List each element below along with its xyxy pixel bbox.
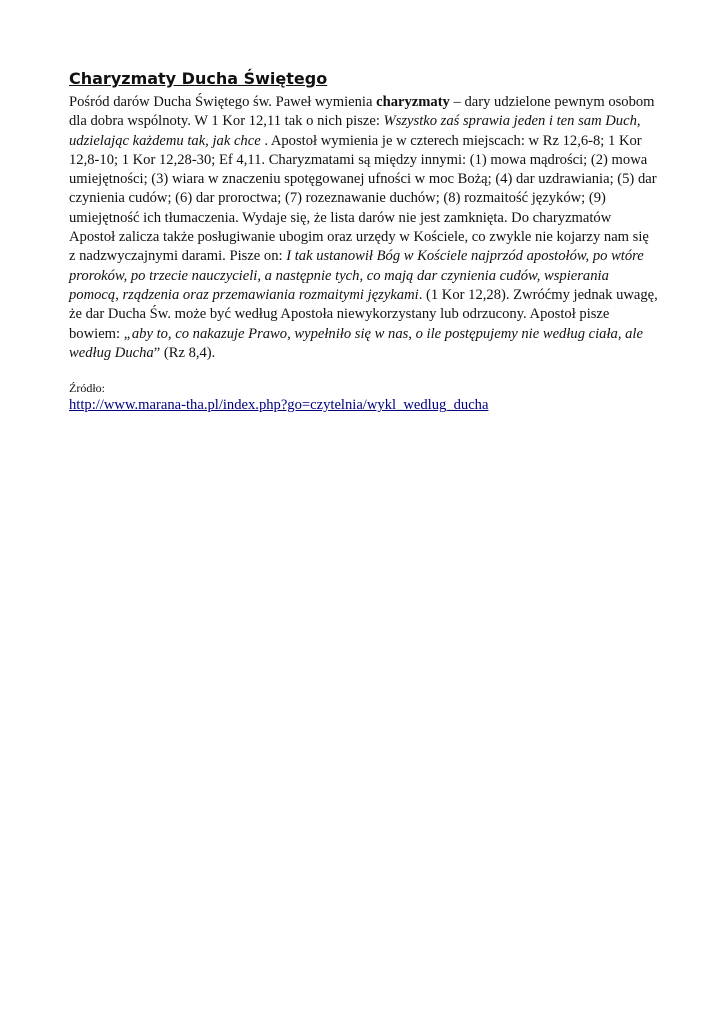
document-page (69, 68, 659, 415)
text-run: ” (Rz 8,4). (153, 344, 216, 361)
text-run-italic: „aby to, co nakazuje Prawo, wypełniło się w nas, o ile postępujemy nie według ciała, ale według Ducha (69, 325, 643, 361)
text-run: Pośród darów Ducha Świętego św. Paweł wymienia (69, 94, 377, 110)
source-link[interactable]: http://www.marana-tha.pl/index.php?go=czytelnia/wykl_wedlug_ducha (69, 397, 489, 414)
text-run: – dary udzielone pewnym osobom dla dobra wspólnoty. W 1 Kor 12,11 tak o nich pisze: (69, 94, 655, 130)
text-run-italic: I tak ustanowił Bóg w Kościele najprzód apostołów, po wtóre proroków, po trzecie nauczycieli, a następnie tych, co mają dar czynienia cudów, wspierania pomocą, rządzenia oraz przemawiania rozmaitymi językami (69, 248, 644, 303)
text-run-italic: Wszystko zaś sprawia jeden i ten sam Duch, udzielając każdemu tak, jak chce (69, 113, 641, 149)
text-run-bold: charyzmaty (376, 94, 450, 110)
document-title: Charyzmaty Ducha Świętego (69, 69, 328, 88)
text-run: . Apostoł wymienia je w czterech miejscach: w Rz 12,6-8; 1 Kor 12,8-10; 1 Kor 12,28-30; Ef 4,11. Charyzmatami są między innymi: (1) mowa mądrości; (2) mowa umiejętności; (3) wiara w znaczeniu spotęgowanej ufności w moc Bożą; (4) dar uzdrawiania; (5) dar czynienia cudów; (6) dar proroctwa; (7) rozeznawanie duchów; (8) rozmaitość języków; (9) umiejętność ich tłumaczenia. Wydaje się, że lista darów nie jest zamknięta. Do charyzmatów Apostoł zalicza także posługiwanie ubogim oraz urzędy w Kościele, co zwykle nie kojarzy nam się z nadzwyczajnymi darami. Pisze on: (69, 132, 657, 265)
body-paragraph (69, 93, 659, 363)
text-run: . (1 Kor 12,28). Zwróćmy jednak uwagę, że dar Ducha Św. może być według Apostoła niewykorzystany lub odrzucony. Apostoł pisze bowiem: (69, 286, 658, 342)
source-label: Źródło: (69, 381, 105, 396)
